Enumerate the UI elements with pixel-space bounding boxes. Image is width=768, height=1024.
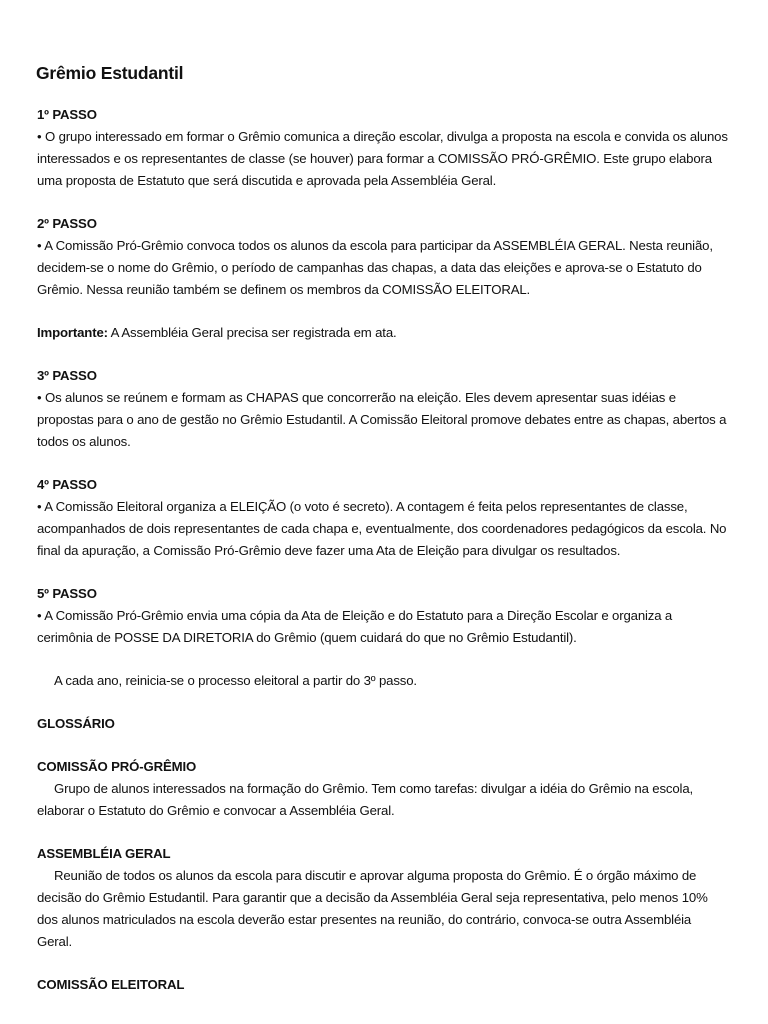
glossary-heading: GLOSSÁRIO — [37, 716, 115, 731]
glossary-term: ASSEMBLÉIA GERAL — [37, 846, 171, 861]
step1-heading: 1º PASSO — [37, 107, 97, 122]
spacer — [37, 735, 729, 756]
glossary-definition: Reunião de todos os alunos da escola para discutir e aprovar alguma proposta do Grêmio. É o órgão máximo de decisão do Grêmio Estudantil. Para garantir que a decisão da Assembléia Geral seja representativa, pelo menos 10% dos alunos matriculados na escola deverão estar presentes na reunião, do contrário, convoca-se outra Assembléia Geral. — [37, 868, 708, 949]
step3-text: • Os alunos se reúnem e formam as CHAPAS que concorrerão na eleição. Eles devem apresentar suas idéias e propostas para o ano de gestão no Grêmio Estudantil. A Comissão Eleitoral promove debates entre as chapas, abertos a todos os alunos. — [37, 390, 727, 449]
document-title: Grêmio Estudantil — [36, 63, 184, 83]
important-note — [37, 322, 729, 344]
important-text: A Assembléia Geral precisa ser registrada em ata. — [107, 325, 397, 340]
spacer — [37, 301, 729, 322]
step2-text: • A Comissão Pró-Grêmio convoca todos os alunos da escola para participar da ASSEMBLÉIA GERAL. Nesta reunião, decidem-se o nome do Grêmio, o período de campanhas das chapas, a data das eleições e aprova-se o Estatuto do Grêmio. Nessa reunião também se definem os membros da COMISSÃO ELEITORAL. — [37, 238, 713, 297]
step2-heading: 2º PASSO — [37, 216, 97, 231]
important-label: Importante: — [37, 325, 108, 340]
spacer — [37, 192, 729, 213]
step5-heading: 5º PASSO — [37, 586, 97, 601]
step4-text: • A Comissão Eleitoral organiza a ELEIÇÃO (o voto é secreto). A contagem é feita pelos representantes de classe, acompanhados de dois representantes de cada chapa e, eventualmente, dos coordenadores pedagógicos da escola. No final da apuração, a Comissão Pró-Grêmio deve fazer uma Ata de Eleição para divulgar os resultados. — [37, 499, 727, 558]
spacer — [37, 562, 729, 583]
spacer — [37, 344, 729, 365]
step3-heading: 3º PASSO — [37, 368, 97, 383]
glossary-term: COMISSÃO PRÓ-GRÊMIO — [37, 759, 197, 774]
document-body — [37, 104, 729, 996]
spacer — [37, 692, 729, 713]
spacer — [37, 822, 729, 843]
step1-text: • O grupo interessado em formar o Grêmio comunica a direção escolar, divulga a proposta na escola e convida os alunos interessados e os representantes de classe (se houver) para formar a COMISSÃO PRÓ-GRÊMIO. Este grupo elabora uma proposta de Estatuto que será discutida e aprovada pela Assembléia Geral. — [37, 129, 728, 188]
spacer — [37, 453, 729, 474]
step4-heading: 4º PASSO — [37, 477, 97, 492]
spacer — [37, 953, 729, 974]
glossary-definition: Grupo de alunos interessados na formação do Grêmio. Tem como tarefas: divulgar a idéia do Grêmio na escola, elaborar o Estatuto do Grêmio e convocar a Assembléia Geral. — [37, 781, 694, 818]
step5-text: • A Comissão Pró-Grêmio envia uma cópia da Ata de Eleição e do Estatuto para a Direção Escolar e organiza a cerimônia de POSSE DA DIRETORIA do Grêmio (quem cuidará do que no Grêmio Estudantil). — [37, 608, 673, 645]
spacer — [37, 649, 729, 670]
cycle-note: A cada ano, reinicia-se o processo eleitoral a partir do 3º passo. — [54, 673, 417, 688]
glossary-term: COMISSÃO ELEITORAL — [37, 977, 185, 992]
